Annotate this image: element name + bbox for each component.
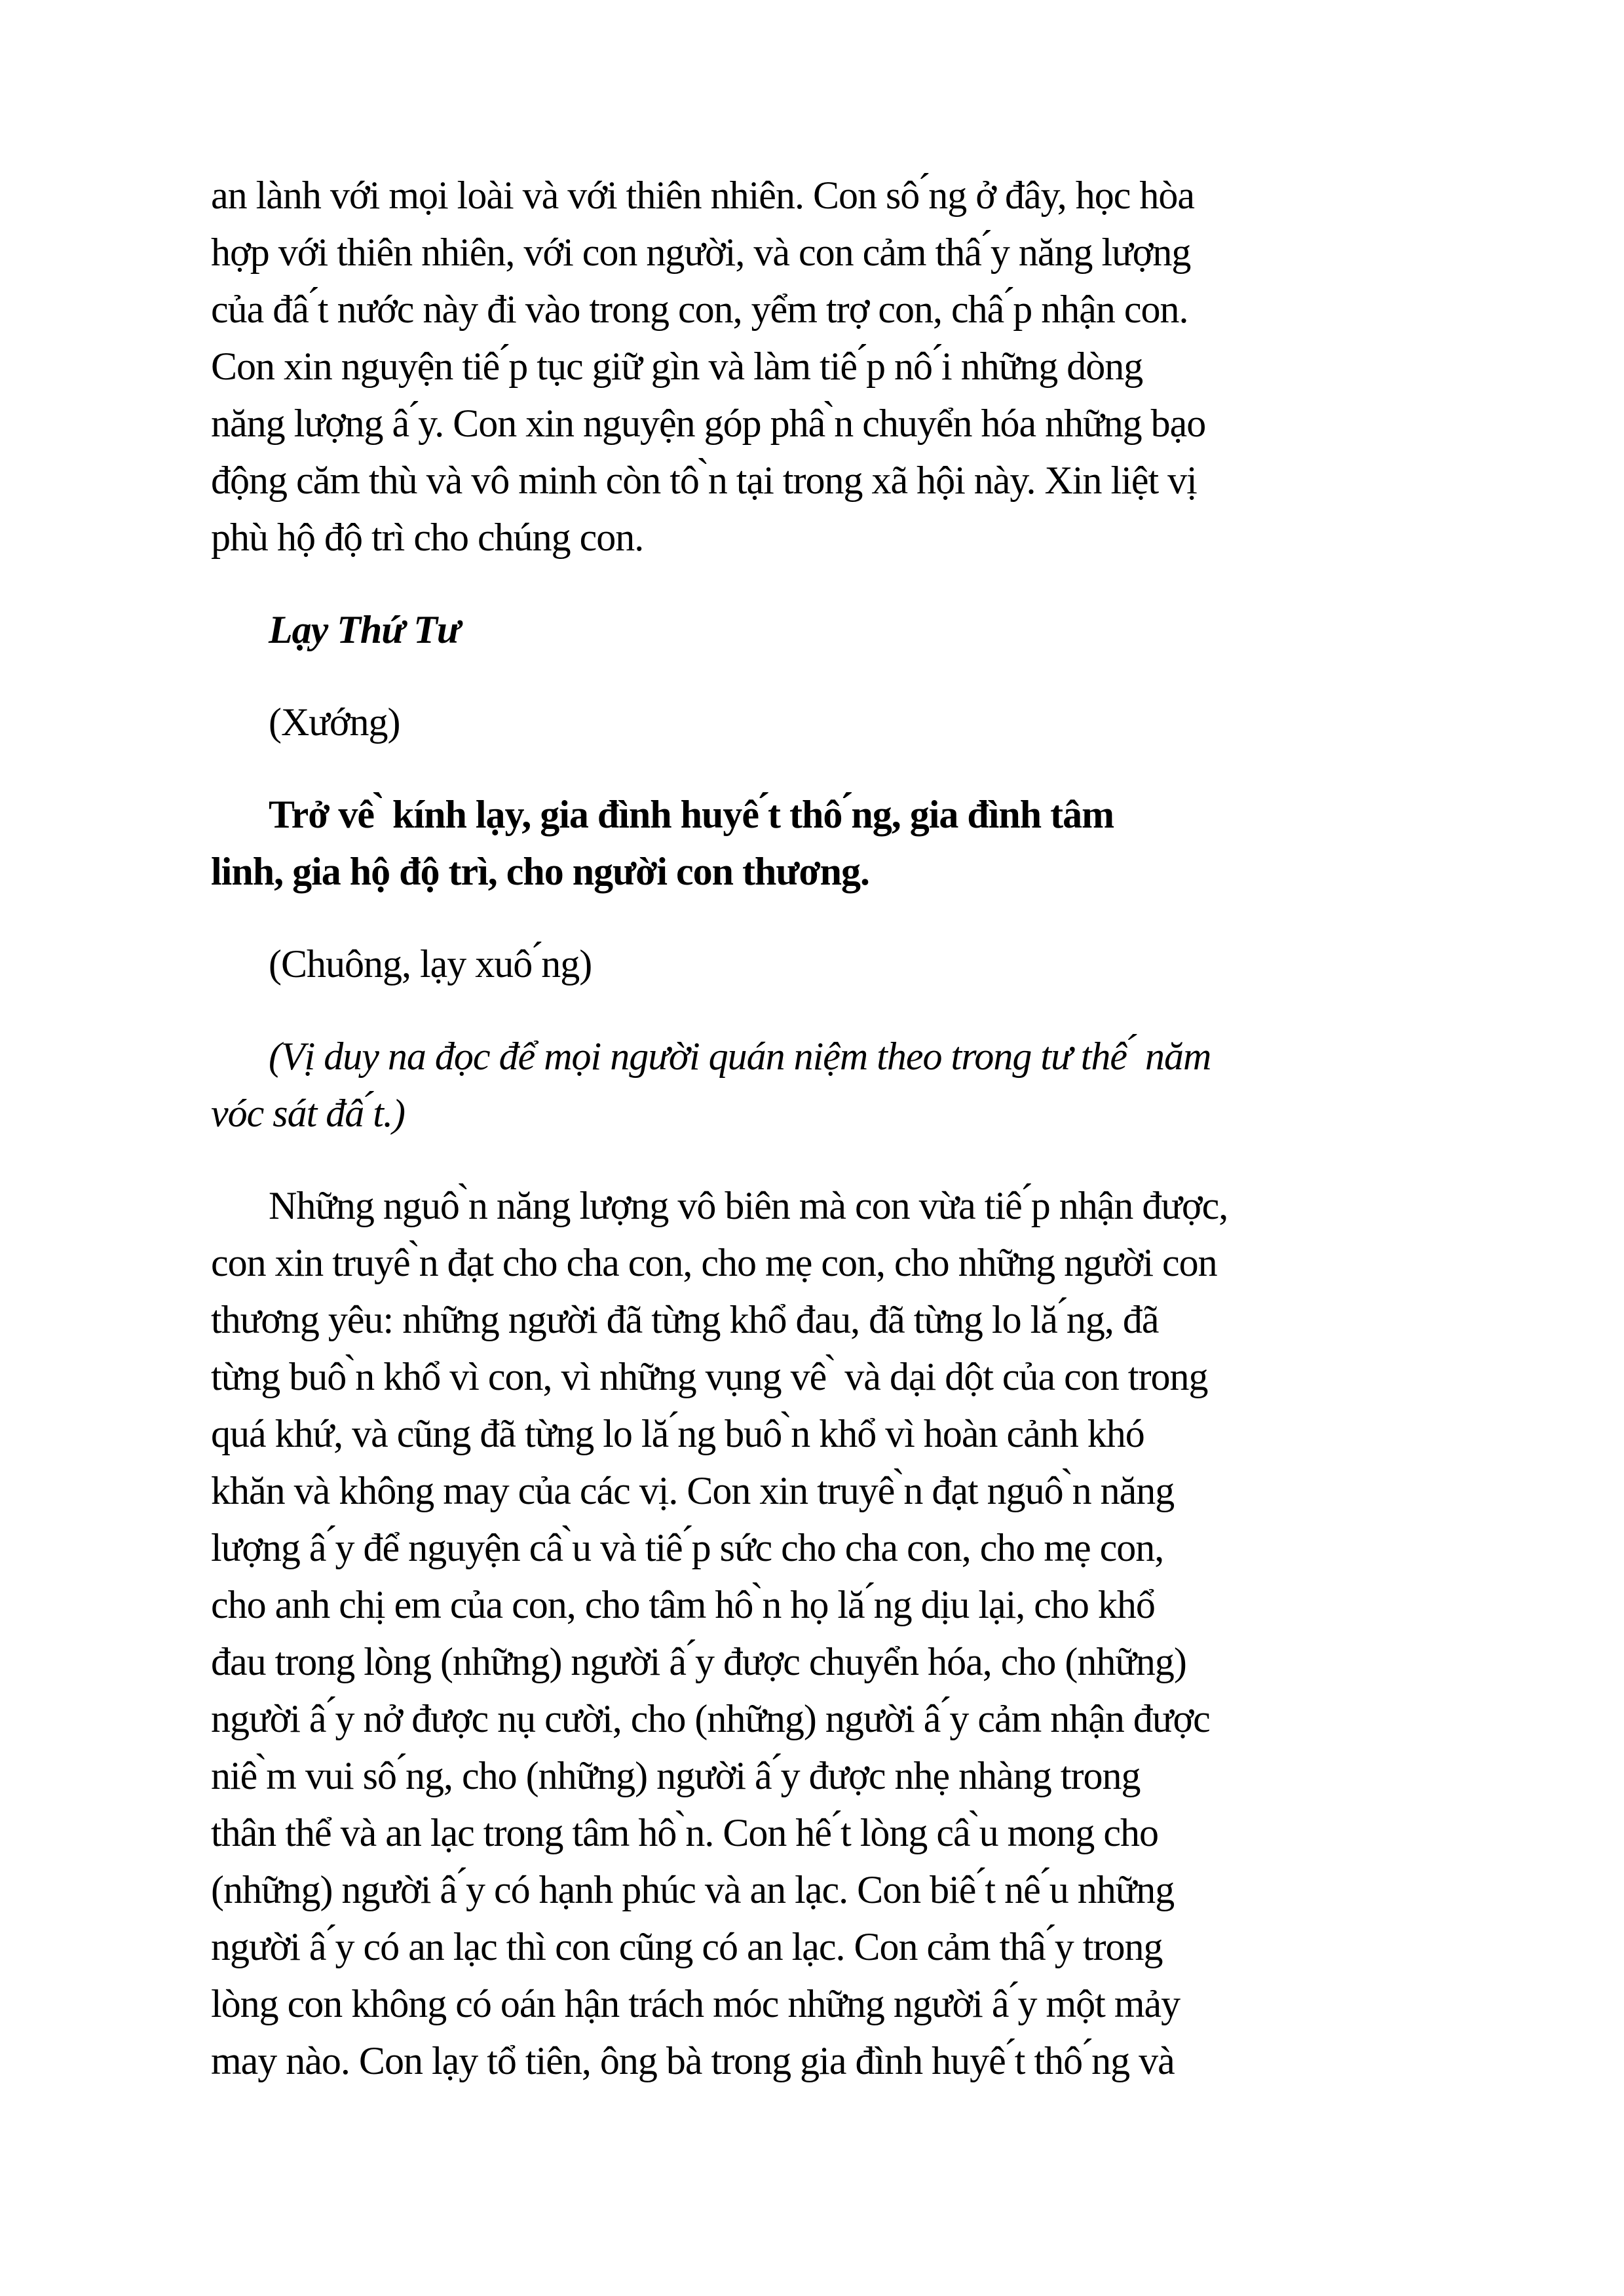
text-line: phù hộ độ trì cho chúng con. (211, 516, 644, 559)
cue-chuong-text: (Chuông, lạy xuô ́ng) (269, 942, 592, 985)
text-line: Con xin nguyện tiê ́p tục giữ gìn và làm tiê ́p nô ́i những dòng (211, 345, 1143, 388)
text-line: thân thể và an lạc trong tâm hô ̀n. Con hê ́t lòng câ ̀u mong cho (211, 1811, 1158, 1854)
section-heading-lay-thu-tu (211, 602, 1447, 659)
section-heading-text: Lạy Thứ Tư (269, 608, 460, 651)
text-line: (những) người â ́y có hạnh phúc và an lạc. Con biê ́t nê ́u những (211, 1868, 1175, 1911)
italic-instruction-paragraph (211, 1028, 1447, 1142)
paragraph-continuation (211, 167, 1447, 566)
text-line: quá khứ, và cũng đã từng lo lă ́ng buô ̀n khổ vì hoàn cảnh khó (211, 1412, 1144, 1455)
text-line: Trở vê ̀ kính lạy, gia đình huyê ́t thô ́ng, gia đình tâm (269, 793, 1114, 836)
text-line: hợp với thiên nhiên, với con người, và con cảm thâ ́y năng lượng (211, 231, 1191, 274)
text-line: của đâ ́t nước này đi vào trong con, yểm trợ con, châ ́p nhận con. (211, 288, 1188, 331)
text-line: người â ́y nở được nụ cười, cho (những) người â ́y cảm nhận được (211, 1697, 1210, 1740)
text-line: lòng con không có oán hận trách móc những người â ́y một mảy (211, 1982, 1180, 2025)
text-line: từng buô ̀n khổ vì con, vì những vụng vê ̀ và dại dột của con trong (211, 1355, 1208, 1398)
bold-chant-paragraph (211, 786, 1447, 900)
text-line: động căm thù và vô minh còn tô ̀n tại trong xã hội này. Xin liệt vị (211, 459, 1197, 502)
main-prayer-paragraph (211, 1177, 1447, 2090)
text-line: con xin truyê ̀n đạt cho cha con, cho mẹ con, cho những người con (211, 1241, 1217, 1284)
text-line: an lành với mọi loài và với thiên nhiên. Con sô ́ng ở đây, học hòa (211, 174, 1195, 217)
text-line: khăn và không may của các vị. Con xin truyê ̀n đạt nguô ̀n năng (211, 1469, 1175, 1512)
cue-chuong (211, 936, 1447, 993)
text-line: cho anh chị em của con, cho tâm hô ̀n họ lă ́ng dịu lại, cho khổ (211, 1583, 1155, 1626)
text-line: lượng â ́y để nguyện câ ̀u và tiê ́p sức cho cha con, cho mẹ con, (211, 1526, 1164, 1569)
text-line: Những nguô ̀n năng lượng vô biên mà con vừa tiê ́p nhận được, (269, 1184, 1228, 1227)
text-line: người â ́y có an lạc thì con cũng có an lạc. Con cảm thâ ́y trong (211, 1925, 1163, 1968)
text-line: năng lượng â ́y. Con xin nguyện góp phâ ̀n chuyển hóa những bạo (211, 402, 1206, 445)
cue-xuong (211, 694, 1447, 751)
text-line: may nào. Con lạy tổ tiên, ông bà trong gia đình huyê ́t thô ́ng và (211, 2039, 1175, 2082)
text-line: vóc sát đâ ́t.) (211, 1092, 405, 1135)
text-line: linh, gia hộ độ trì, cho người con thương. (211, 850, 869, 893)
text-line: đau trong lòng (những) người â ́y được chuyển hóa, cho (những) (211, 1640, 1186, 1683)
text-line: (Vị duy na đọc để mọi người quán niệm theo trong tư thê ́ năm (269, 1035, 1211, 1078)
text-line: thương yêu: những người đã từng khổ đau, đã từng lo lă ́ng, đã (211, 1298, 1159, 1341)
text-line: niê ̀m vui sô ́ng, cho (những) người â ́y được nhẹ nhàng trong (211, 1754, 1141, 1797)
cue-xuong-text: (Xướng) (269, 700, 400, 744)
